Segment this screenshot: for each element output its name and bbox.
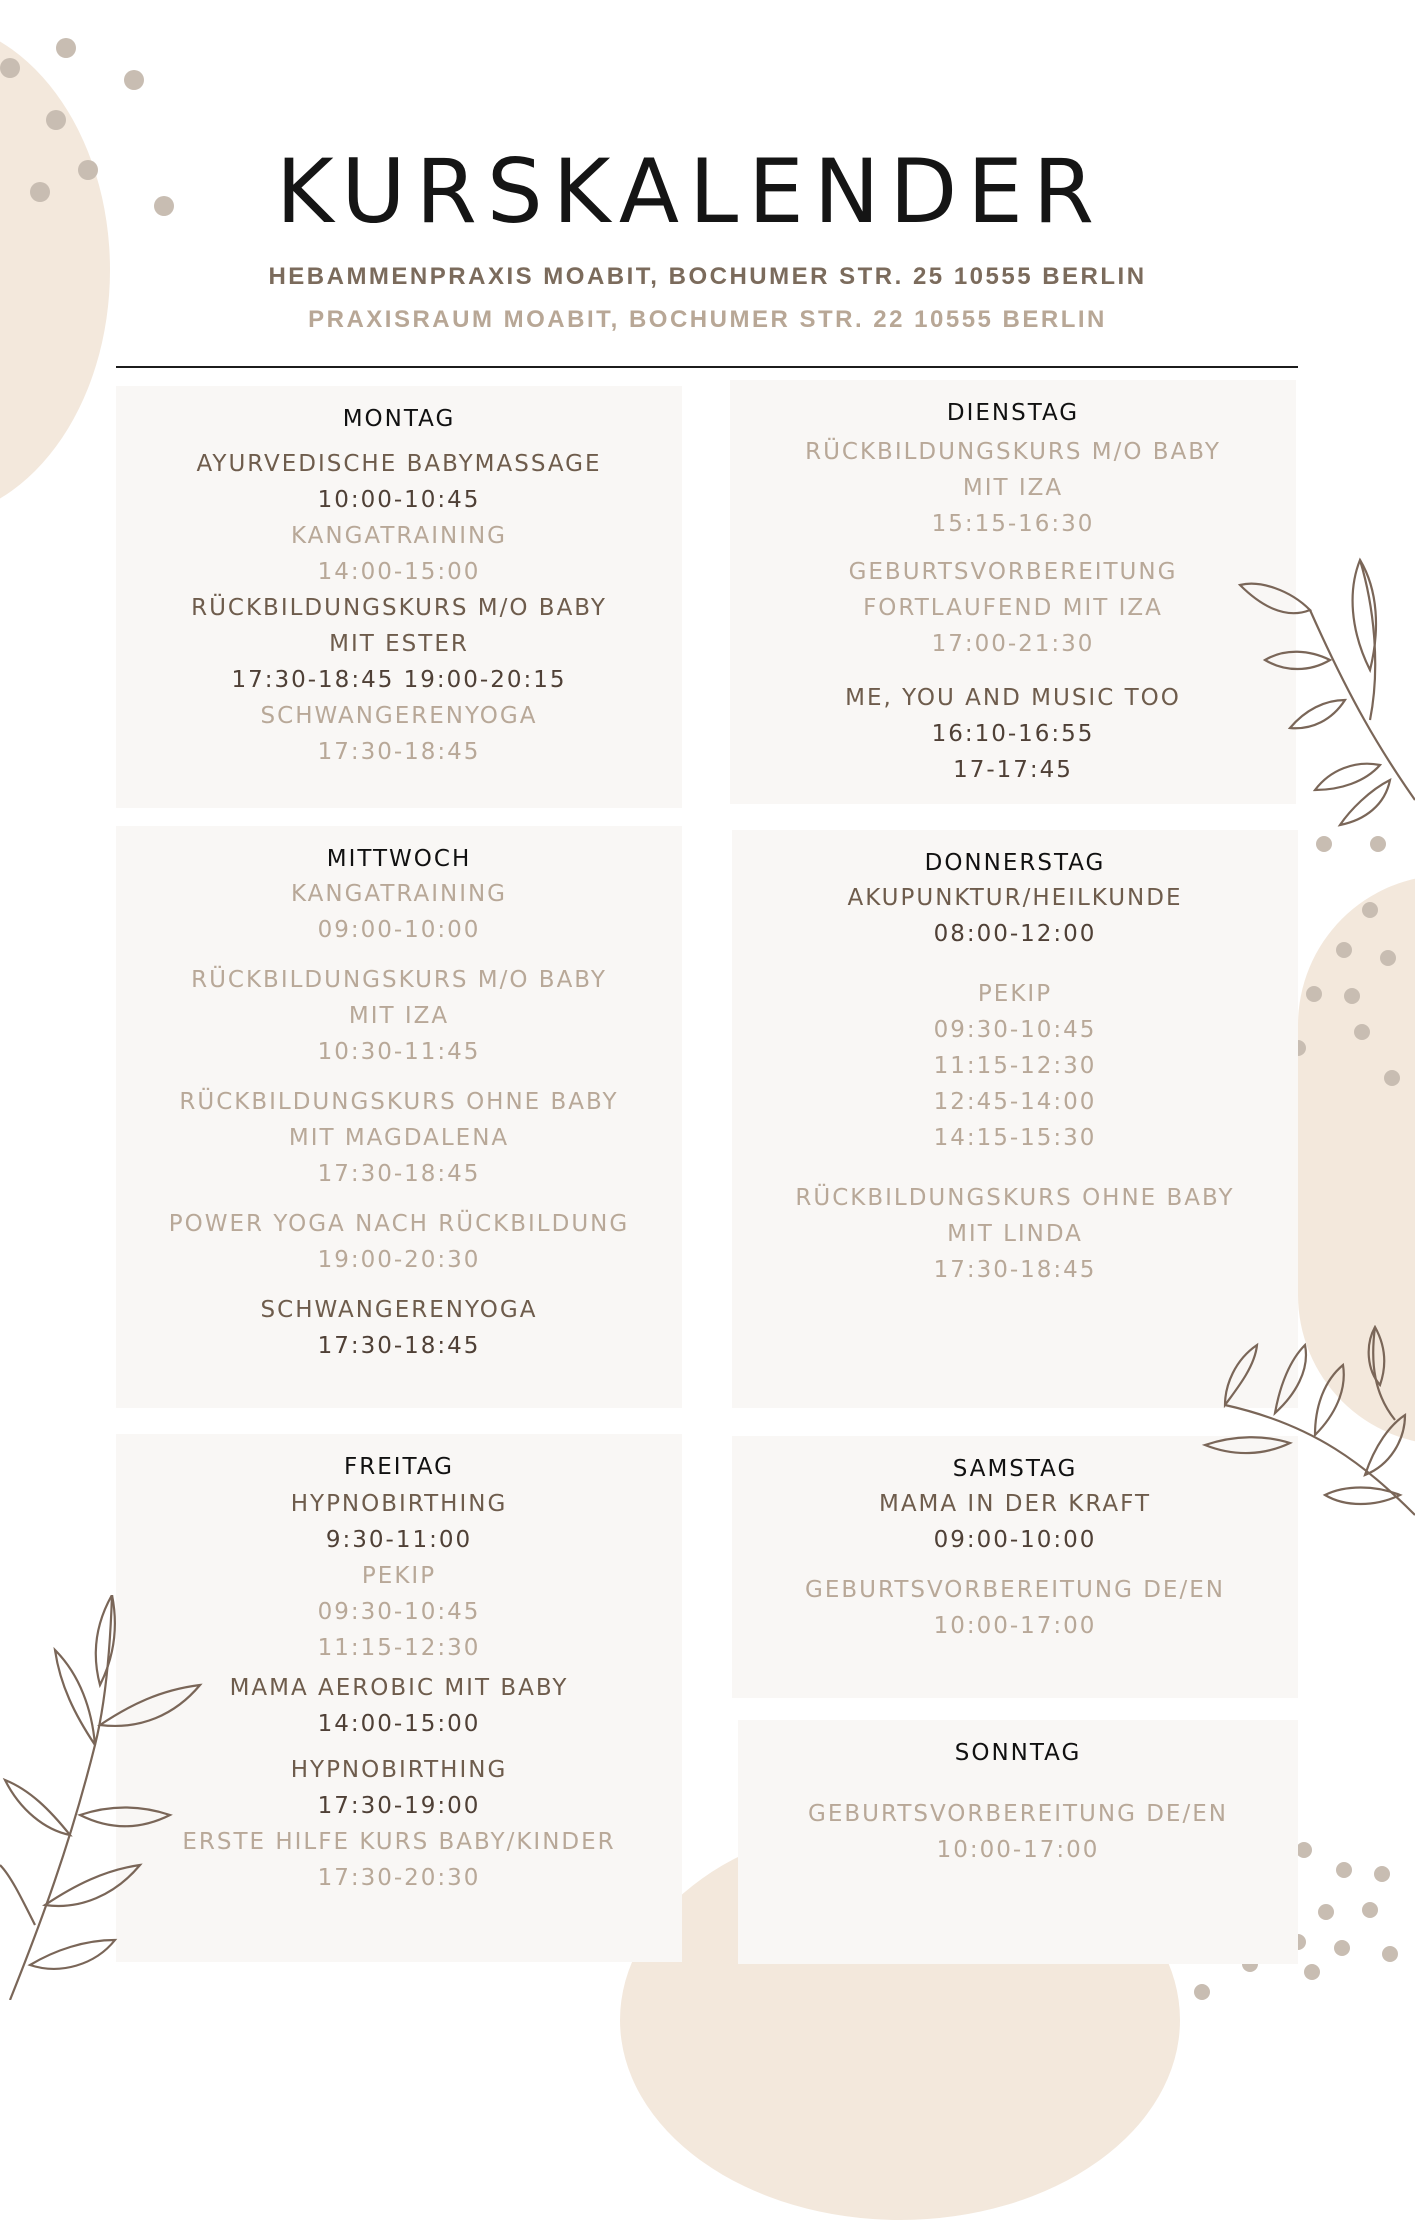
course-time: 17:30-20:30 (317, 1865, 481, 1891)
course-time: 11:15-12:30 (933, 1053, 1097, 1079)
course-entry (732, 880, 1298, 952)
course-time: 17-17:45 (953, 757, 1073, 783)
course-title: MAMA IN DER KRAFT (878, 1491, 1152, 1517)
course-entry (738, 1796, 1298, 1868)
course-subtitle: MIT LINDA (947, 1221, 1083, 1247)
course-time: 15:15-16:30 (931, 511, 1095, 537)
day-card-mittwoch (116, 826, 682, 1408)
address-primary: HEBAMMENPRAXIS MOABIT, BOCHUMER STR. 25 10555 BERLIN (268, 263, 1147, 290)
course-time: 14:00-15:00 (317, 1711, 481, 1737)
course-title: ERSTE HILFE KURS BABY/KINDER (182, 1829, 616, 1855)
course-entry (116, 1292, 682, 1364)
day-card-sonntag (738, 1720, 1298, 1964)
course-entry (116, 1084, 682, 1192)
course-time: 17:30-18:45 (933, 1257, 1097, 1283)
leaf-branch-icon (1230, 550, 1415, 830)
course-title: RÜCKBILDUNGSKURS OHNE BABY (179, 1089, 619, 1115)
course-time: 12:45-14:00 (933, 1089, 1097, 1115)
address-secondary: PRAXISRAUM MOABIT, BOCHUMER STR. 22 10555 BERLIN (308, 306, 1107, 333)
course-entry (116, 962, 682, 1070)
course-time: 14:15-15:30 (933, 1125, 1097, 1151)
course-title: RÜCKBILDUNGSKURS M/O BABY (805, 439, 1221, 465)
course-title: POWER YOGA NACH RÜCKBILDUNG (168, 1211, 630, 1237)
course-subtitle: FORTLAUFEND MIT IZA (863, 595, 1163, 621)
day-card-donnerstag (732, 830, 1298, 1408)
day-heading: MITTWOCH (326, 846, 472, 872)
day-heading: SONNTAG (954, 1740, 1082, 1766)
course-title: HYPNOBIRTHING (290, 1491, 508, 1517)
course-title: RÜCKBILDUNGSKURS M/O BABY (191, 595, 607, 621)
course-time: 10:00-10:45 (317, 487, 481, 513)
course-subtitle: MIT IZA (962, 475, 1064, 501)
course-title: KANGATRAINING (290, 523, 508, 549)
course-time: 10:30-11:45 (317, 1039, 481, 1065)
course-time: 09:30-10:45 (933, 1017, 1097, 1043)
course-title: HYPNOBIRTHING (290, 1757, 508, 1783)
leaf-branch-icon (0, 1595, 210, 2000)
course-time: 17:30-18:45 (317, 1161, 481, 1187)
course-title: GEBURTSVORBEREITUNG DE/EN (805, 1577, 1225, 1603)
course-entry (116, 518, 682, 590)
day-card-montag (116, 386, 682, 808)
page-title: KURSKALENDER (275, 140, 1105, 243)
course-entry (116, 876, 682, 948)
course-title: RÜCKBILDUNGSKURS M/O BABY (191, 967, 607, 993)
course-time: 10:00-17:00 (936, 1837, 1100, 1863)
course-entry (730, 680, 1296, 788)
course-entry (730, 434, 1296, 542)
course-entry (116, 698, 682, 770)
course-time: 17:30-19:00 (317, 1793, 481, 1819)
day-heading: MONTAG (342, 406, 456, 432)
course-time: 10:00-17:00 (933, 1613, 1097, 1639)
day-heading: SAMSTAG (952, 1456, 1078, 1482)
course-time: 11:15-12:30 (317, 1635, 481, 1661)
course-time: 17:00-21:30 (931, 631, 1095, 657)
course-time: 14:00-15:00 (317, 559, 481, 585)
course-entry (732, 1572, 1298, 1644)
course-time: 16:10-16:55 (931, 721, 1095, 747)
course-entry (116, 590, 682, 698)
course-title: AKUPUNKTUR/HEILKUNDE (847, 885, 1183, 911)
course-time: 08:00-12:00 (933, 921, 1097, 947)
course-title: SCHWANGERENYOGA (260, 703, 538, 729)
course-time: 09:30-10:45 (317, 1599, 481, 1625)
course-time: 17:30-18:45 19:00-20:15 (231, 667, 567, 693)
course-title: SCHWANGERENYOGA (260, 1297, 538, 1323)
course-time: 09:00-10:00 (317, 917, 481, 943)
leaf-branch-icon (1195, 1325, 1415, 1555)
course-title: ME, YOU AND MUSIC TOO (845, 685, 1181, 711)
course-entry (732, 976, 1298, 1156)
course-subtitle: MIT ESTER (329, 631, 469, 657)
day-card-dienstag (730, 380, 1296, 804)
day-heading: DIENSTAG (946, 400, 1080, 426)
course-time: 9:30-11:00 (325, 1527, 473, 1553)
course-subtitle: MIT IZA (348, 1003, 450, 1029)
course-title: GEBURTSVORBEREITUNG DE/EN (808, 1801, 1228, 1827)
course-entry (732, 1180, 1298, 1288)
course-subtitle: MIT MAGDALENA (288, 1125, 510, 1151)
course-title: GEBURTSVORBEREITUNG (848, 559, 1178, 585)
course-title: KANGATRAINING (290, 881, 508, 907)
day-heading: FREITAG (344, 1454, 454, 1480)
course-title: PEKIP (977, 981, 1053, 1007)
course-time: 09:00-10:00 (933, 1527, 1097, 1553)
course-entry (116, 1206, 682, 1278)
course-title: RÜCKBILDUNGSKURS OHNE BABY (795, 1185, 1235, 1211)
course-entry (116, 1486, 682, 1558)
header-divider (116, 366, 1298, 368)
course-entry (116, 446, 682, 518)
day-heading: DONNERSTAG (924, 850, 1106, 876)
course-time: 19:00-20:30 (317, 1247, 481, 1273)
course-time: 17:30-18:45 (317, 1333, 481, 1359)
course-title: PEKIP (361, 1563, 437, 1589)
course-title: MAMA AEROBIC MIT BABY (229, 1675, 569, 1701)
course-title: AYURVEDISCHE BABYMASSAGE (196, 451, 602, 477)
course-time: 17:30-18:45 (317, 739, 481, 765)
course-entry (730, 554, 1296, 662)
